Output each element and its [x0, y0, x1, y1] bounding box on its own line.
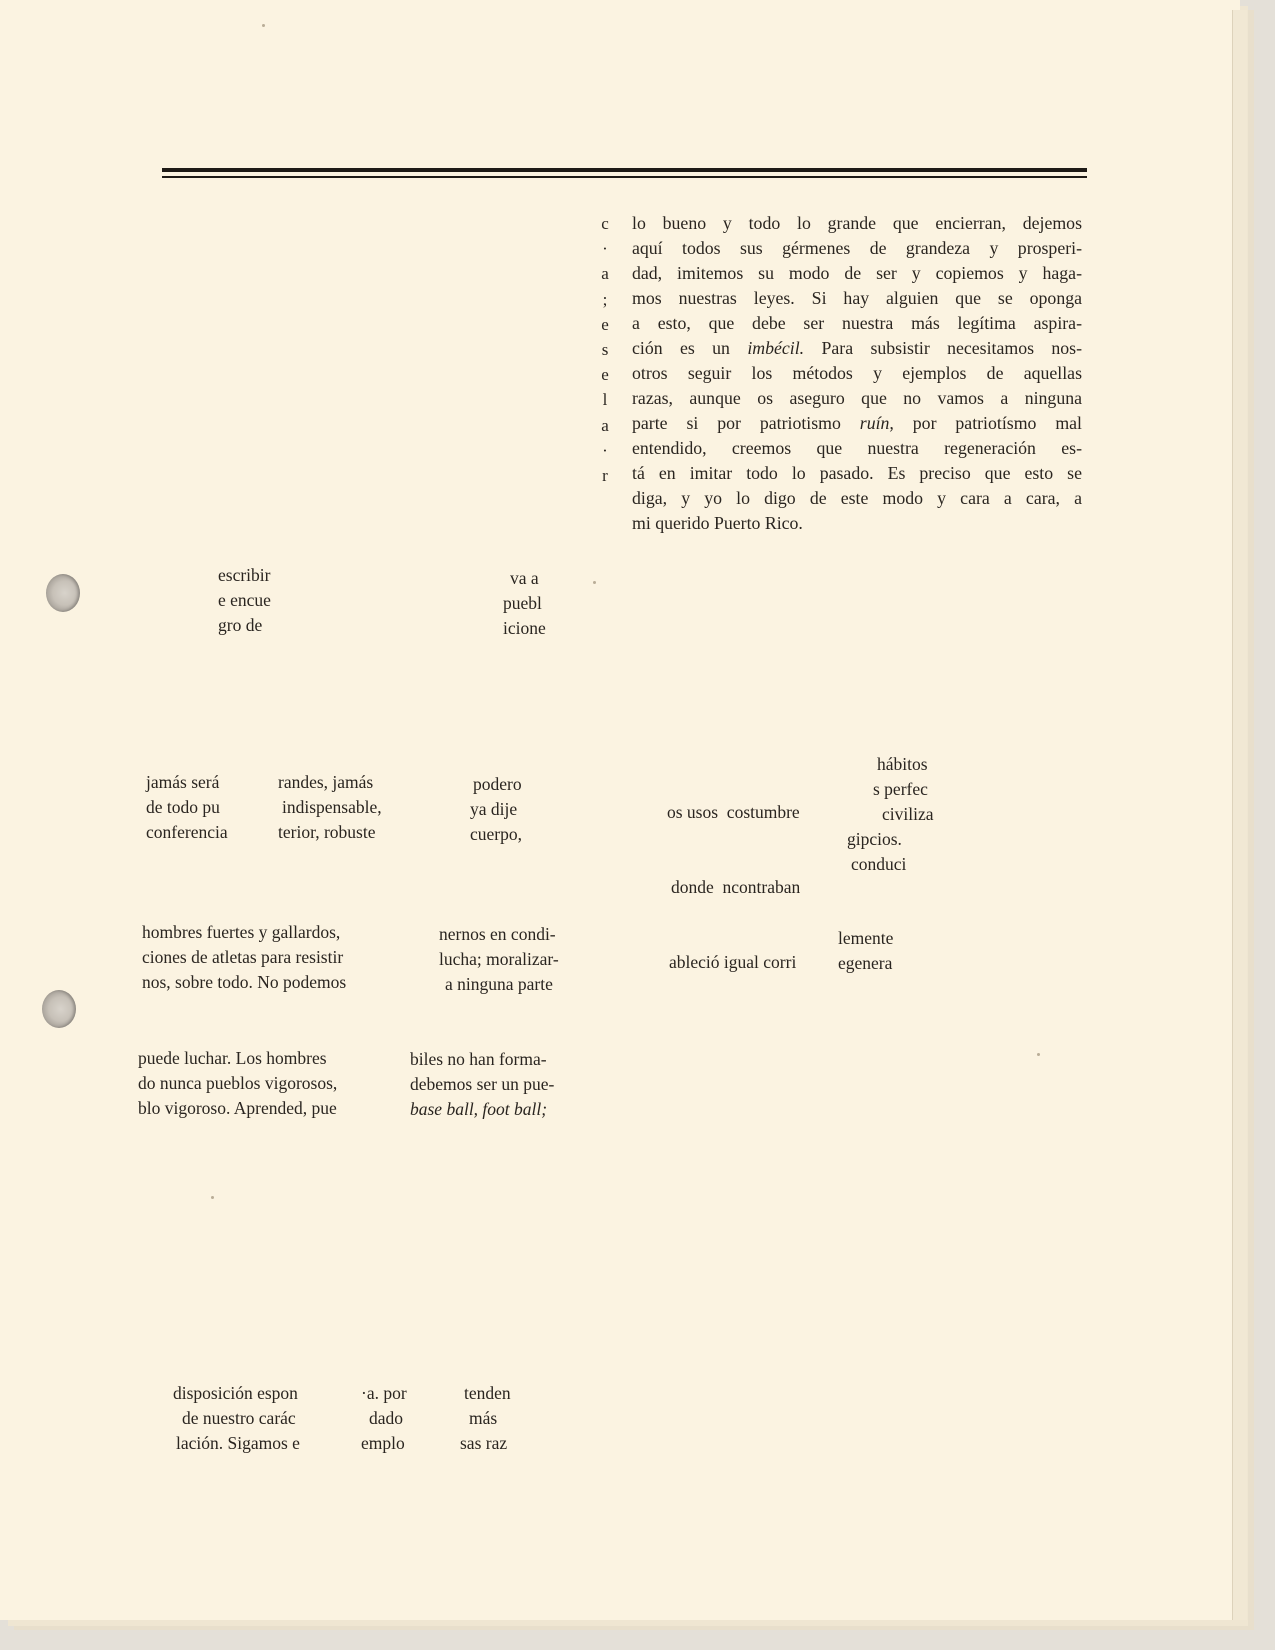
margin-letter: r	[602, 466, 608, 486]
fragment-line: indispensable,	[282, 797, 382, 817]
fragment-line: escribir	[218, 565, 271, 585]
fragment-line: lucha; moralizar-	[439, 949, 559, 969]
margin-letter: ·	[602, 440, 608, 460]
main-text-line: mos nuestras leyes. Si hay alguien que se oponga	[632, 288, 1082, 308]
text-fragment	[218, 563, 271, 638]
fragment-line: conferencia	[146, 822, 228, 842]
margin-letter: ·	[602, 239, 608, 259]
fragment-line: gipcios.	[847, 829, 902, 849]
main-text-line: aquí todos sus gérmenes de grandeza y prosperi-	[632, 238, 1082, 258]
main-text-line: dad, imitemos su modo de ser y copiemos y haga-	[632, 263, 1082, 283]
fragment-line: os usos costumbre	[667, 802, 800, 822]
fragment-line: de todo pu	[146, 797, 220, 817]
main-text-segment: ción es un	[632, 338, 748, 358]
main-text-segment: por patriotísmo mal	[893, 413, 1082, 433]
fragment-line: ciones de atletas para resistir	[142, 947, 344, 967]
main-text-segment: Para subsistir necesitamos nos-	[804, 338, 1083, 358]
paper-speck	[593, 581, 596, 584]
fragment-line: do nunca pueblos vigorosos,	[138, 1073, 338, 1093]
main-text-line: otros seguir los métodos y ejemplos de aquellas	[632, 363, 1082, 383]
text-fragment	[361, 1381, 407, 1456]
fragment-line: s perfec	[873, 779, 928, 799]
binder-hole-upper	[46, 574, 80, 612]
main-text-line: mi querido Puerto Rico.	[632, 513, 803, 533]
fragment-line: base ball, foot ball;	[410, 1099, 548, 1119]
main-text-line: a esto, que debe ser nuestra más legítima aspira-	[632, 313, 1082, 333]
text-fragment	[142, 920, 346, 995]
fragment-line: tenden	[464, 1383, 511, 1403]
fragment-line: hombres fuertes y gallardos,	[142, 922, 341, 942]
fragment-line: terior, robuste	[278, 822, 376, 842]
fragment-line: nos, sobre todo. No podemos	[142, 972, 347, 992]
fragment-line: dado	[369, 1408, 404, 1428]
fragment-line: debemos ser un pue-	[410, 1074, 555, 1094]
text-fragment	[470, 772, 522, 847]
main-text-segment: parte si por patriotismo	[632, 413, 860, 433]
fragment-line: a ninguna parte	[445, 974, 553, 994]
text-fragment	[847, 752, 934, 877]
main-text-column	[632, 211, 1082, 536]
fragment-line: biles no han forma-	[410, 1049, 547, 1069]
margin-letter: e	[601, 365, 609, 385]
text-fragment	[138, 1046, 337, 1121]
fragment-line: hábitos	[877, 754, 928, 774]
main-text-emphasis: ruín,	[859, 413, 894, 433]
fragment-line: gro de	[218, 615, 263, 635]
fragment-line: e encue	[218, 590, 271, 610]
fragment-line: jamás será	[146, 772, 220, 792]
text-fragment	[278, 770, 382, 845]
main-text-line: tá en imitar todo lo pasado. Es preciso que esto se	[632, 463, 1082, 483]
fragment-line: de nuestro carác	[182, 1408, 296, 1428]
fragment-line: icione	[503, 618, 546, 638]
fragment-line: más	[469, 1408, 498, 1428]
main-text-line: razas, aunque os aseguro que no vamos a ninguna	[632, 388, 1082, 408]
fragment-line: lemente	[838, 928, 894, 948]
main-text-line: diga, y yo lo digo de este modo y cara a cara, a	[632, 488, 1082, 508]
fragment-line: donde ncontraban	[671, 877, 801, 897]
fragment-line: puebl	[503, 593, 542, 613]
fragment-line: nernos en condi-	[439, 924, 556, 944]
margin-letter: ;	[602, 289, 608, 309]
fragment-line: va a	[510, 568, 539, 588]
margin-letter: s	[601, 340, 609, 360]
margin-letter: a	[601, 264, 609, 284]
text-fragment	[173, 1381, 300, 1456]
fragment-line: emplo	[361, 1433, 405, 1453]
fragment-line: conduci	[851, 854, 907, 874]
text-fragment	[439, 922, 559, 997]
paper-stack-edge	[1232, 10, 1247, 1620]
margin-letter: e	[601, 314, 609, 334]
text-fragment	[460, 1381, 511, 1456]
margin-letter: l	[602, 390, 608, 410]
paper-speck	[211, 1196, 214, 1199]
fragment-line: puede luchar. Los hombres	[138, 1048, 327, 1068]
text-fragment	[667, 750, 800, 1000]
fragment-line: ·a. por	[361, 1383, 407, 1403]
fragment-line: lación. Sigamos e	[176, 1433, 300, 1453]
binder-hole-lower	[42, 990, 76, 1028]
paper-speck	[1037, 1053, 1040, 1056]
fragment-line: blo vigoroso. Aprended, pue	[138, 1098, 337, 1118]
fragment-line: disposición espon	[173, 1383, 298, 1403]
fragment-line: sas raz	[460, 1433, 508, 1453]
margin-letter: c	[601, 214, 609, 233]
main-text-line: entendido, creemos que nuestra regeneración es-	[632, 438, 1082, 458]
text-fragment	[838, 926, 893, 976]
fragment-line: ya dije	[470, 799, 518, 819]
main-text-line: lo bueno y todo lo grande que encierran, dejemos	[632, 213, 1082, 233]
text-fragment	[146, 770, 228, 845]
fragment-line: egenera	[838, 953, 893, 973]
fragment-line: civiliza	[882, 804, 934, 824]
text-fragment	[410, 1047, 554, 1122]
margin-letter: a	[601, 415, 609, 435]
header-rule-thin	[162, 176, 1087, 178]
margin-letter-column	[598, 211, 612, 488]
paper-speck	[262, 24, 265, 27]
main-text-line	[632, 336, 1082, 361]
header-rule-thick	[162, 168, 1087, 172]
fragment-line: randes, jamás	[278, 772, 374, 792]
main-text-line	[632, 411, 1082, 436]
fragment-line: cuerpo,	[470, 824, 522, 844]
main-text-emphasis: imbécil.	[747, 338, 805, 358]
fragment-line: ableció igual corri	[669, 952, 797, 972]
fragment-line: podero	[473, 774, 522, 794]
text-fragment	[503, 566, 546, 641]
